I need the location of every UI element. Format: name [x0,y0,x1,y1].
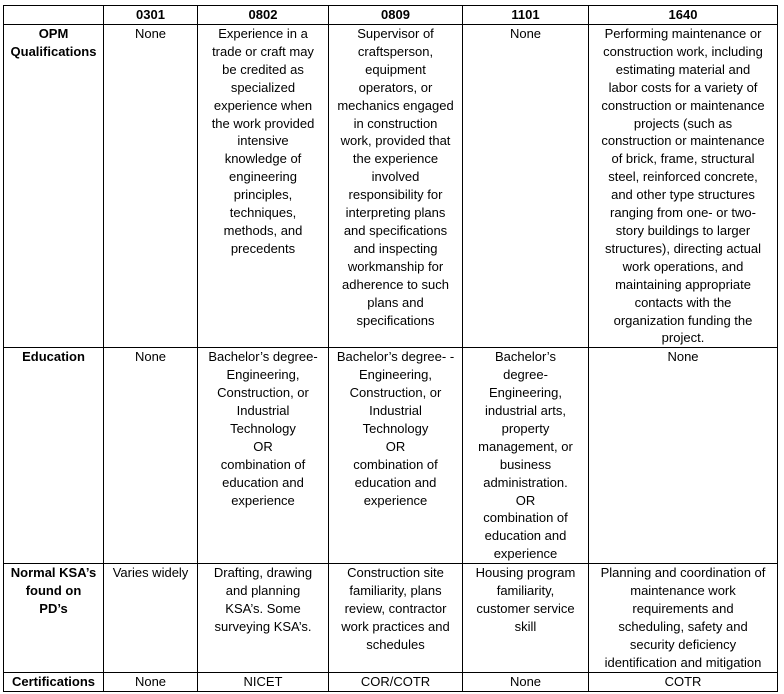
cell-1101 [463,672,589,691]
cell-line: steel, reinforced concrete, [608,169,758,185]
cell-line: labor costs for a variety of [608,79,758,95]
cell-line: precedents [230,240,296,256]
column-header-1101: 1101 [463,6,589,25]
cell-1101 [463,25,589,348]
cell-line: organization funding the [613,312,753,328]
cell-line: requirements and [632,601,734,616]
cell-0809 [329,348,463,564]
cell-line: education and [354,474,437,490]
cell-line: and planning [225,583,301,599]
cell-line: operators, or [358,79,433,95]
cell-line: experience [493,546,558,562]
cell-line: Varies widely [112,565,189,581]
cell-line: specialized [230,79,296,95]
cell-0301 [104,564,198,672]
column-header-0802: 0802 [198,6,329,25]
cell-line: workmanship for [347,258,444,274]
cell-line: principles, [233,187,293,203]
education-row [4,348,778,564]
cell-line: the experience [352,151,439,167]
cell-0301 [104,672,198,691]
cell-line: OR [253,438,273,454]
cell-line: mechanics engaged [337,97,454,113]
cell-line: familiarity, [496,583,555,599]
cell-line: COTR [664,673,702,689]
cell-line: combination of [220,456,306,472]
cell-0809 [329,25,463,348]
cell-line: Bachelor’s degree- - [336,349,455,365]
cell-line: the work provided [211,115,315,131]
cell-line: management, or [478,438,573,454]
cell-line: adherence to such [342,276,449,292]
cell-line: property [501,420,550,436]
cell-line: OR [515,492,536,508]
cell-line: familiarity, plans [349,583,442,599]
cell-line: be credited as [222,61,304,77]
row-header-cell [4,564,104,672]
corner-header-cell [4,6,104,25]
cell-line: surveying KSA’s. [214,618,312,634]
cell-line: Education [22,349,85,365]
cell-line: None [134,26,167,41]
cell-line: Engineering, [226,367,300,383]
row-header-cell [4,672,104,691]
cell-0301 [104,25,198,348]
row-header-cell [4,25,104,348]
cell-line: craftsperson, [357,43,434,59]
cell-line: construction or maintenance [601,97,765,113]
cell-line: schedules [366,636,425,652]
cell-line: KSA’s. Some [225,601,301,616]
cell-line: OPM [38,26,69,41]
cell-0802 [198,564,329,672]
cell-line: interpreting plans [345,205,446,221]
column-header-1640: 1640 [589,6,778,25]
cell-line: Engineering, [359,367,432,383]
cell-line: in construction [353,115,438,131]
cell-line: trade or craft may [212,43,314,59]
cell-line: Certifications [11,673,96,689]
cell-line: education and [484,528,567,544]
cell-line: NICET [243,673,283,689]
cell-0301 [104,348,198,564]
cell-line: combination of [353,456,438,472]
cell-line: Housing program [475,565,576,581]
cell-line: work, provided that [340,133,451,149]
column-header-0301: 0301 [104,6,198,25]
cell-line: Qualifications [10,43,97,59]
cell-line: Bachelor’s degree- [208,349,318,365]
cell-line: education and [222,474,304,490]
cell-line: security deficiency [629,636,737,652]
cell-line: review, contractor [344,601,447,616]
cell-0802 [198,348,329,564]
cell-line: work practices and [341,618,450,634]
cell-line: experience when [213,97,313,113]
cell-line: identification and mitigation [604,654,762,670]
cell-line: industrial arts, [485,403,566,419]
cell-line: methods, and [223,222,303,238]
cell-line: experience [363,492,428,508]
cell-line: contacts with the [634,294,732,310]
cell-line: ranging from one- or two- [610,205,756,221]
cell-line: story buildings to larger [615,222,751,238]
normal-ksa-row [4,564,778,672]
cell-line: construction work, including [603,43,763,59]
cell-line: administration. [483,474,568,490]
qualifications-table [3,5,778,692]
cell-0802 [198,25,329,348]
cell-line: and inspecting [353,240,438,256]
cell-line: Construction, or [349,385,442,401]
cell-line: None [134,673,167,689]
cell-line: Supervisor of [357,26,434,41]
header-row [4,6,778,25]
cell-line: Normal KSA’s [10,565,97,581]
cell-line: business [499,456,552,472]
cell-line: Engineering, [489,385,562,401]
cell-line: knowledge of [224,151,302,167]
cell-line: experience [231,492,295,508]
cell-line: involved [371,169,420,185]
row-header-cell [4,348,104,564]
cell-0809 [329,564,463,672]
cell-0809 [329,672,463,691]
cell-line: None [134,349,167,365]
cell-1101 [463,564,589,672]
cell-line: Experience in a [218,26,308,41]
cell-line: customer service [476,601,575,616]
cell-line: Construction, or [217,385,309,401]
cell-line: engineering [229,169,297,185]
cell-1640 [589,25,778,348]
cell-1101 [463,348,589,564]
cell-0802 [198,672,329,691]
cell-line: and other type structures [611,187,755,203]
cell-line: maintenance work [630,583,736,599]
cell-line: maintaining appropriate [615,276,751,292]
cell-line: Bachelor’s [495,349,556,365]
cell-line: PD’s [39,601,68,616]
cell-line: None [509,673,542,689]
cell-line: equipment [365,61,426,77]
cell-line: Performing maintenance or [604,26,762,41]
cell-line: Construction site [347,565,444,581]
cell-line: construction or maintenance [601,133,765,149]
cell-line: Planning and coordination of [600,565,766,581]
cell-line: degree- [503,367,548,383]
cell-line: of brick, frame, structural [611,151,755,167]
cell-1640 [589,348,778,564]
cell-line: None [667,349,699,365]
cell-line: specifications [356,312,435,328]
cell-line: Industrial [369,403,422,419]
cell-line: Technology [230,420,296,436]
cell-line: estimating material and [615,61,751,77]
cell-line: Technology [362,420,429,436]
cell-line: Industrial [236,403,290,419]
certifications-row [4,672,778,691]
cell-line: combination of [483,510,568,526]
cell-line: Drafting, drawing [213,565,313,581]
cell-line: project. [661,330,705,346]
column-header-0809: 0809 [329,6,463,25]
cell-line: intensive [237,133,289,149]
cell-line: OR [385,438,406,454]
cell-line: found on [25,583,82,599]
cell-line: responsibility for [348,187,443,203]
cell-1640 [589,564,778,672]
cell-line: scheduling, safety and [618,618,748,634]
opm-qualifications-row [4,25,778,348]
cell-line: techniques, [229,205,297,221]
cell-line: projects (such as [633,115,733,131]
cell-line: None [509,26,542,41]
cell-line: structures), directing actual [604,240,762,256]
cell-line: and specifications [343,222,448,238]
cell-line: work operations, and [622,258,744,274]
cell-line: COR/COTR [360,673,431,689]
cell-line: skill [514,618,537,634]
cell-1640 [589,672,778,691]
cell-line: plans and [367,294,424,310]
